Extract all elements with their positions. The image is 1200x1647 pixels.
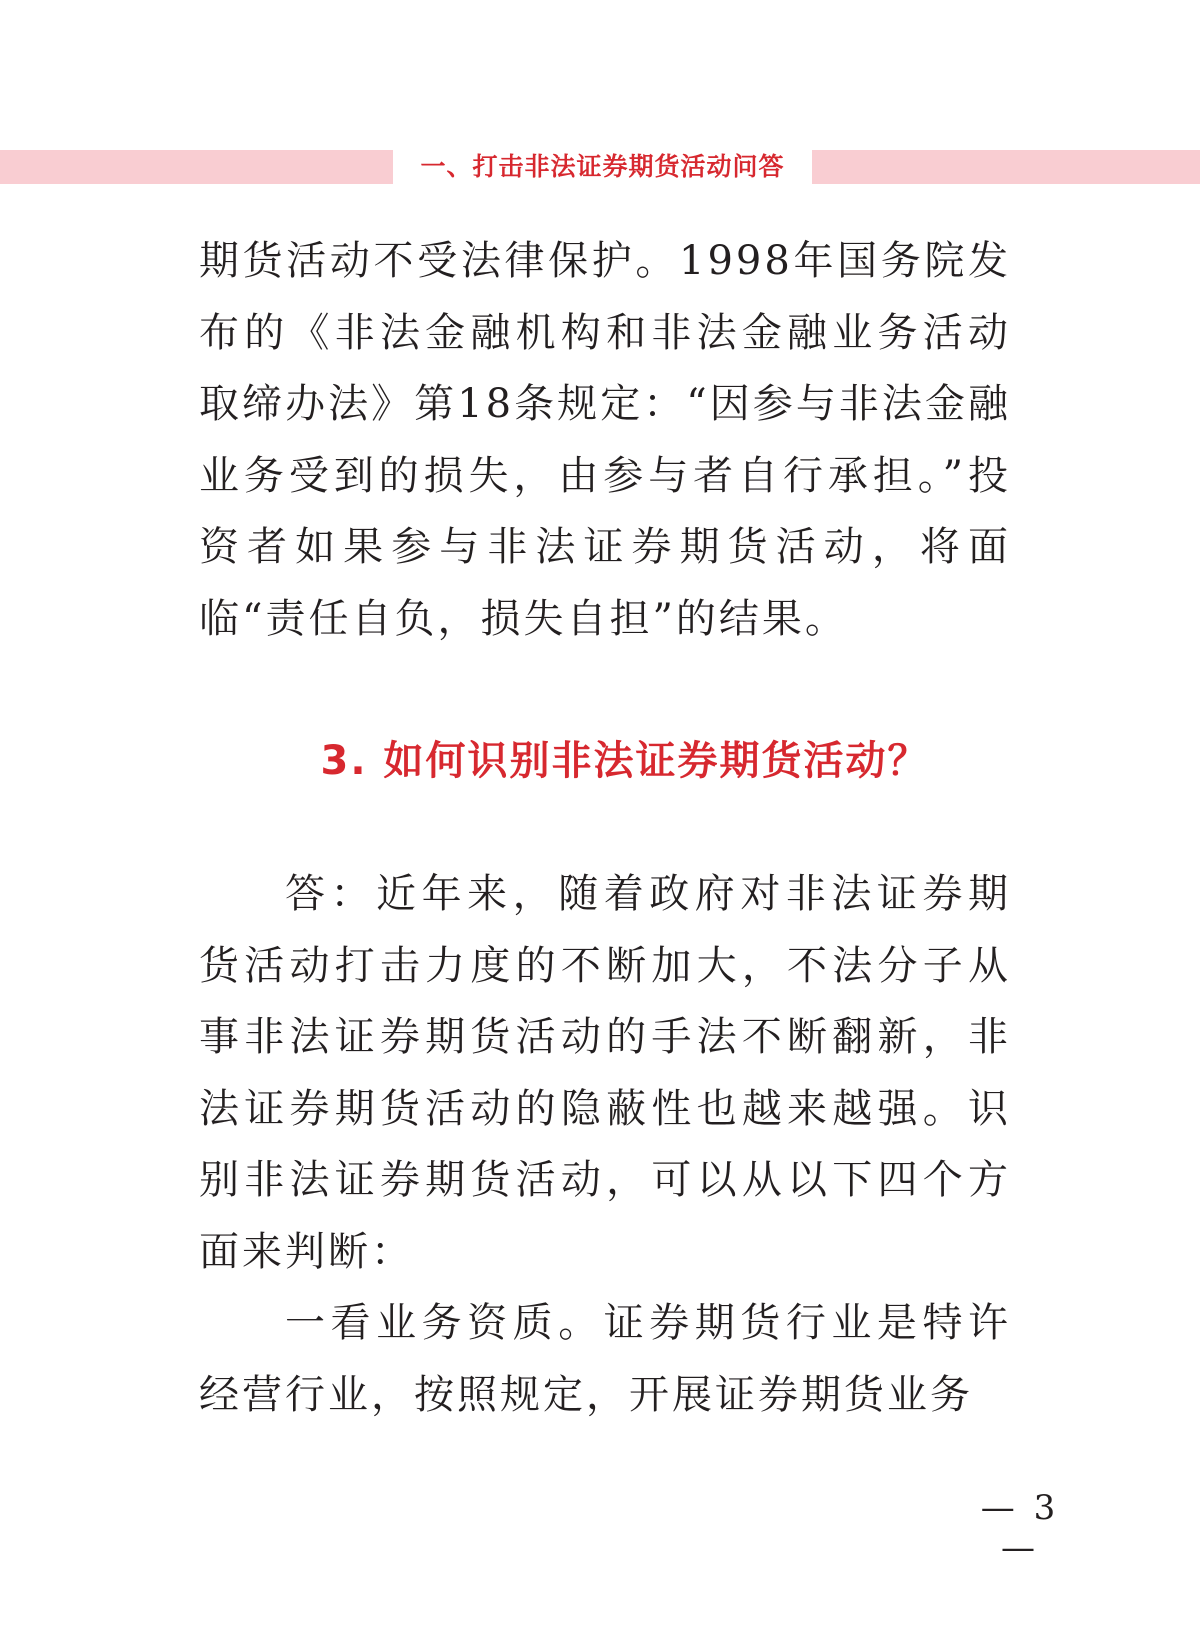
continued-paragraph: 期货活动不受法律保护。1998年国务院发布的《非法金融机构和非法金融业务活动取缔办法》第18条规定：“因参与非法金融业务受到的损失，由参与者自行承担。”投资者如果参与非法证券期货活动，将面临“责任自负，损失自担”的结果。 bbox=[199, 238, 1011, 642]
page-number: — 3 — bbox=[980, 1488, 1060, 1568]
point-one-paragraph: 一看业务资质。证券期货行业是特许经营行业，按照规定，开展证券期货业务 bbox=[199, 1300, 1011, 1418]
question-heading: 3. 如何识别非法证券期货活动？ bbox=[320, 738, 930, 784]
running-header-title: 一、打击非法证券期货活动问答 bbox=[420, 152, 785, 181]
header-band-left bbox=[0, 150, 393, 184]
answer-paragraph: 答：近年来，随着政府对非法证券期货活动打击力度的不断加大，不法分子从事非法证券期货活动的手法不断翻新，非法证券期货活动的隐蔽性也越来越强。识别非法证券期货活动，可以从以下四个方面来判断： bbox=[199, 871, 1011, 1275]
page-content bbox=[199, 226, 1011, 1431]
running-header bbox=[0, 150, 1200, 184]
header-band-right bbox=[812, 150, 1200, 184]
